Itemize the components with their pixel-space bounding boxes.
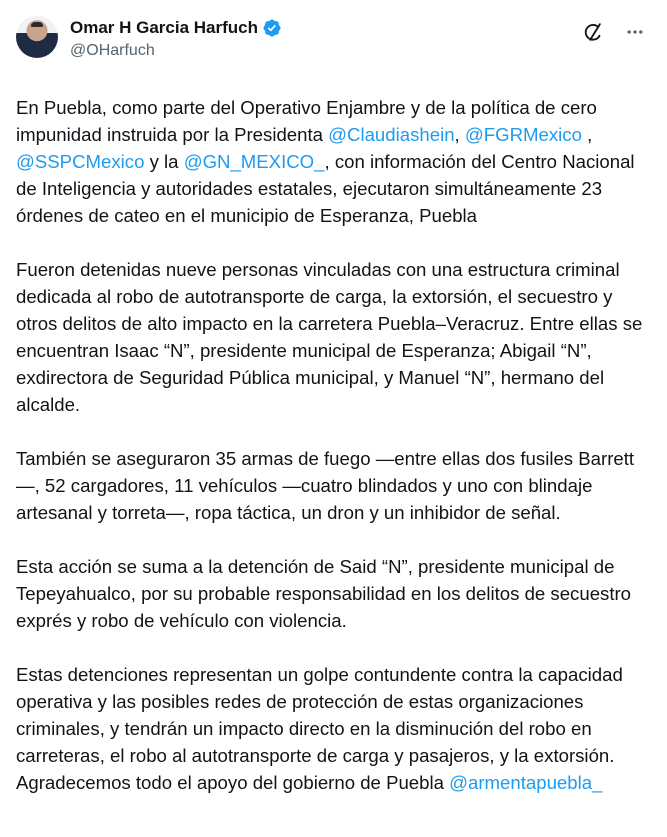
more-options-icon[interactable]	[623, 20, 647, 44]
mention-sspcmexico[interactable]: @SSPCMexico	[16, 151, 145, 172]
paragraph-2: Fueron detenidas nueve personas vinculadas con una estructura criminal dedicada al robo de autotransporte de carga, la extorsión, el secuestro y otros delitos de alto impacto en la carretera Puebla–Veracruz. Entre ellas se encuentran Isaac “N”, presidente municipal de Esperanza; Abigail “N”, exdirectora de Seguridad Pública municipal, y Manuel “N”, hermano del alcalde.	[16, 259, 643, 415]
author-handle[interactable]: @OHarfuch	[70, 42, 155, 60]
paragraph-3: También se aseguraron 35 armas de fuego —entre ellas dos fusiles Barrett—, 52 cargadores, 11 vehículos —cuatro blindados y uno con blindaje artesanal y torreta—, ropa táctica, un dron y un inhibidor de señal.	[16, 448, 635, 523]
paragraph-6	[16, 769, 651, 796]
paragraph-5: Estas detenciones representan un golpe contundente contra la capacidad operativa y las posibles redes de protección de estas organizaciones criminales, y tendrán un impacto directo en la disminución del robo en carreteras, el robo al autotransporte de carga y pasajeros, y la extorsión.	[16, 664, 623, 766]
tweet-text	[16, 94, 651, 796]
text-segment: ,	[454, 124, 465, 145]
paragraph-1	[16, 94, 651, 229]
text-segment: y la	[144, 151, 184, 172]
verified-badge-icon	[262, 18, 282, 38]
avatar[interactable]	[16, 16, 58, 58]
grok-icon[interactable]	[581, 20, 605, 44]
text-segment: , con información del Centro Nacional de Inteligencia y autoridades estatales, ejecutaron simultáneamente 23 órdenes de cateo en el municipio de Esperanza, Puebla	[16, 151, 635, 226]
tweet-actions	[581, 20, 647, 44]
text-segment: Agradecemos todo el apoyo del gobierno de Puebla	[16, 772, 450, 793]
author-info	[70, 14, 581, 61]
text-segment: ,	[581, 124, 593, 145]
mention-claudiashein[interactable]: @Claudiashein	[328, 124, 455, 145]
author-name[interactable]: Omar H Garcia Harfuch	[70, 18, 259, 37]
tweet-header	[16, 14, 651, 80]
mention-gn-mexico[interactable]: @GN_MEXICO_	[183, 151, 325, 172]
mention-armentapuebla[interactable]: @armentapuebla_	[449, 772, 603, 793]
paragraph-4: Esta acción se suma a la detención de Said “N”, presidente municipal de Tepeyahualco, por su probable responsabilidad en los delitos de secuestro exprés y robo de vehículo con violencia.	[16, 556, 632, 631]
mention-fgrmexico[interactable]: @FGRMexico	[464, 124, 582, 145]
text-segment: En Puebla, como parte del Operativo Enjambre y de la política de cero impunidad instruida por la Presidenta	[16, 97, 597, 145]
author-name-row	[70, 17, 581, 38]
